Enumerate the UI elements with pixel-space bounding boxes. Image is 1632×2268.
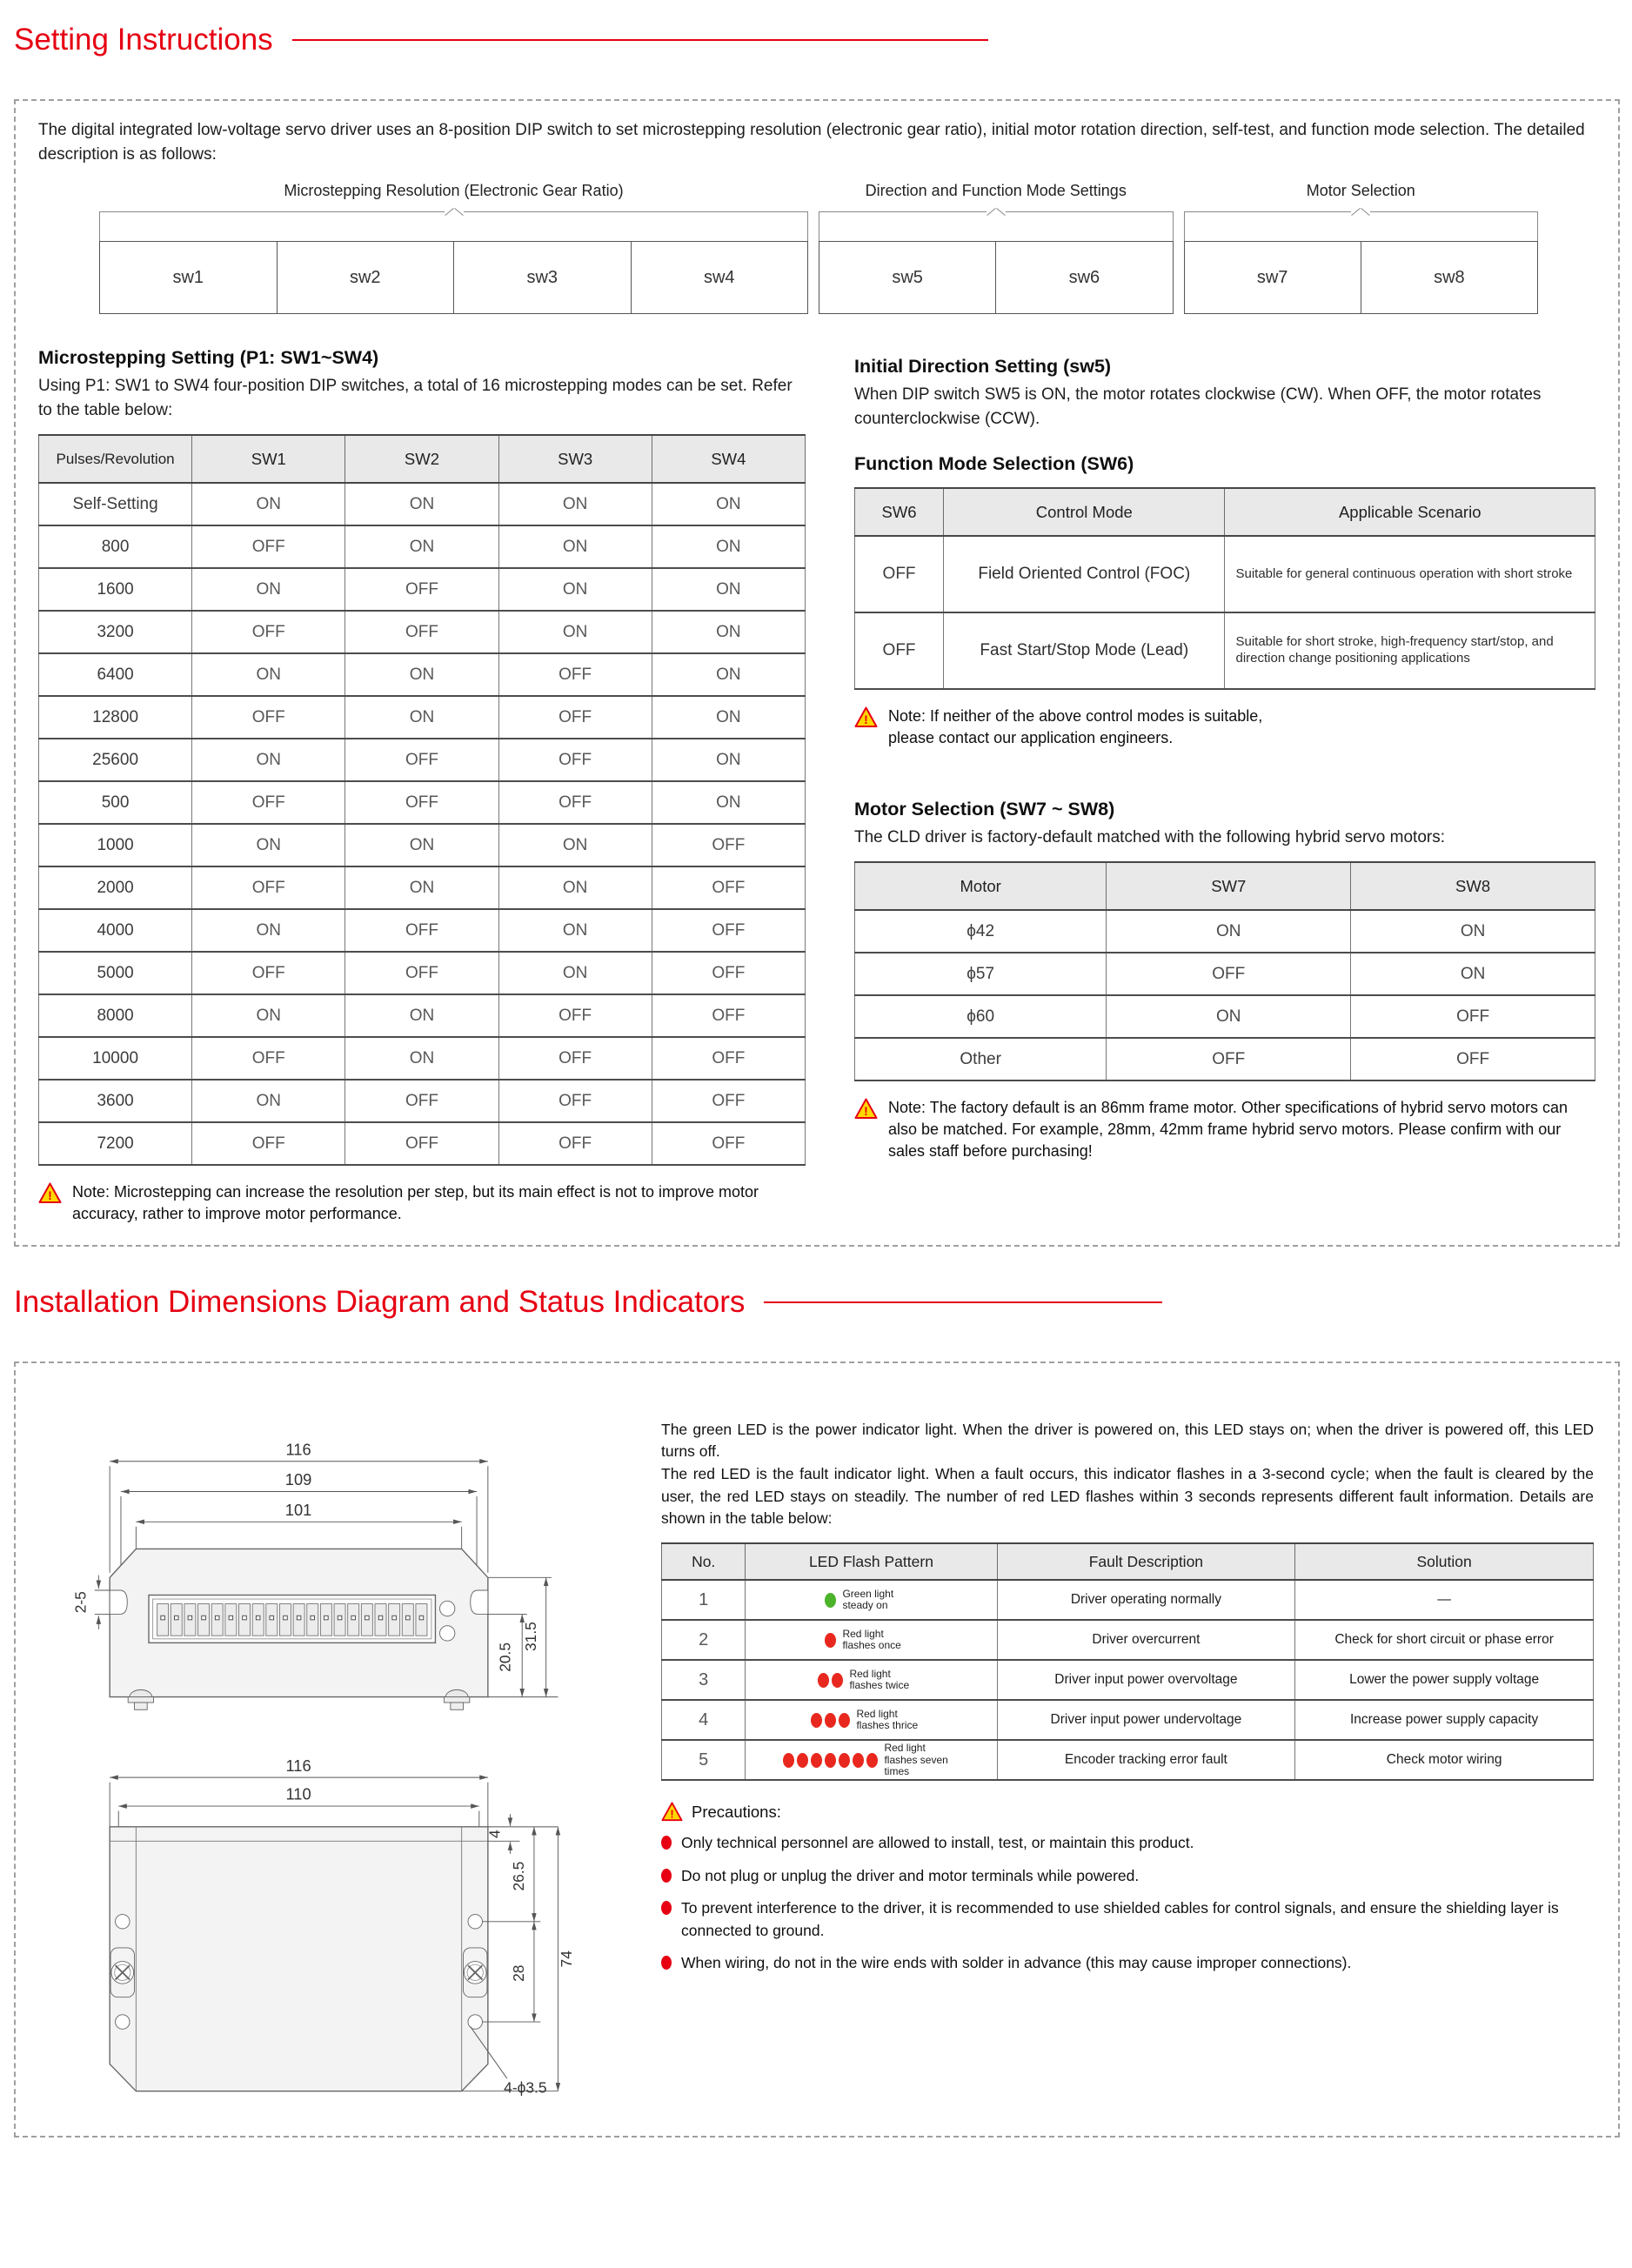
column-header: SW4 bbox=[652, 435, 805, 483]
table-cell: ϕ60 bbox=[855, 995, 1107, 1038]
table-cell: ON bbox=[345, 525, 498, 568]
table-cell: ON bbox=[1107, 910, 1351, 953]
motor-table-host bbox=[854, 861, 1595, 1081]
led-pattern-label: Red light flashes once bbox=[842, 1627, 901, 1652]
table-cell: ON bbox=[652, 568, 805, 611]
function-mode-heading: Function Mode Selection (SW6) bbox=[854, 453, 1134, 475]
led-dot bbox=[825, 1633, 836, 1648]
table-cell: OFF bbox=[652, 866, 805, 909]
table-cell: ϕ42 bbox=[855, 910, 1107, 953]
table-cell: ON bbox=[498, 824, 652, 866]
dim-101: 101 bbox=[284, 1500, 312, 1519]
warning-icon bbox=[661, 1802, 683, 1822]
led-dot bbox=[825, 1593, 836, 1608]
dip-switch-row bbox=[1184, 241, 1539, 314]
table-cell: Other bbox=[855, 1038, 1107, 1080]
table-header-row bbox=[855, 488, 1595, 536]
precaution-text: Do not plug or unplug the driver and motor terminals while powered. bbox=[681, 1866, 1140, 1884]
table-cell: OFF bbox=[652, 1122, 805, 1165]
table-cell: OFF bbox=[498, 1037, 652, 1080]
note-text: Note: If neither of the above control modes is suitable, please contact our application engineers. bbox=[888, 707, 1263, 747]
dip-switch-cell-sw1: sw1 bbox=[172, 267, 204, 287]
table-header-row bbox=[855, 862, 1595, 910]
precaution-text: Only technical personnel are allowed to install, test, or maintain this product. bbox=[681, 1834, 1194, 1852]
table-row bbox=[662, 1740, 1594, 1780]
table-row bbox=[39, 483, 806, 525]
fault-description-cell: Driver input power undervoltage bbox=[997, 1700, 1295, 1740]
dip-switch-cell-sw8: sw8 bbox=[1361, 242, 1537, 313]
fault-number-cell: 2 bbox=[662, 1620, 746, 1660]
dim-74: 74 bbox=[557, 1950, 575, 1968]
microstepping-heading: Microstepping Setting (P1: SW1~SW4) bbox=[38, 347, 379, 369]
dip-groups bbox=[99, 182, 1538, 314]
table-row bbox=[39, 994, 806, 1037]
led-dot bbox=[832, 1673, 843, 1688]
precautions bbox=[661, 1802, 1594, 1974]
fault-description-cell: Driver overcurrent bbox=[997, 1620, 1295, 1660]
table-cell: OFF bbox=[345, 568, 498, 611]
column-header: LED Flash Pattern bbox=[746, 1543, 997, 1580]
precaution-text: To prevent interference to the driver, it is recommended to use shielded cables for control signals, and ensure the shielding layer is connected to ground. bbox=[681, 1899, 1559, 1939]
installation-box bbox=[14, 1361, 1620, 2138]
table-cell: Self-Setting bbox=[39, 483, 192, 525]
table-row bbox=[662, 1580, 1594, 1620]
dim-4: 4 bbox=[485, 1829, 504, 1838]
table-cell: ON bbox=[652, 525, 805, 568]
bullet-icon bbox=[661, 1836, 672, 1850]
led-dot bbox=[811, 1713, 822, 1728]
column-header: SW7 bbox=[1107, 862, 1351, 910]
table-cell: ON bbox=[345, 653, 498, 696]
direction-text: When DIP switch SW5 is ON, the motor rotates clockwise (CW). When OFF, the motor rotates counterclockwise (CCW). bbox=[854, 385, 1542, 428]
table-row bbox=[39, 696, 806, 739]
table-cell: Field Oriented Control (FOC) bbox=[944, 536, 1225, 612]
fault-number-cell: 1 bbox=[662, 1580, 746, 1620]
led-dot bbox=[797, 1753, 808, 1768]
column-header: Applicable Scenario bbox=[1225, 488, 1595, 536]
note-text: Note: The factory default is an 86mm frame motor. Other specifications of hybrid servo motors can also be matched. For example, 28mm, 42mm frame hybrid servo motors. Please confirm with our sales staff before purchasing! bbox=[888, 1099, 1568, 1161]
table-cell: ON bbox=[192, 653, 345, 696]
table-cell: OFF bbox=[1107, 953, 1351, 995]
fault-number-cell: 5 bbox=[662, 1740, 746, 1780]
led-table-host bbox=[661, 1542, 1594, 1781]
table-row bbox=[39, 1080, 806, 1122]
table-cell: OFF bbox=[652, 952, 805, 994]
status-indicator-column bbox=[661, 1381, 1595, 2117]
table-cell: ON bbox=[192, 824, 345, 866]
led-pattern-cell bbox=[746, 1580, 997, 1620]
top-view-drawing bbox=[64, 1750, 590, 2117]
table-cell: OFF bbox=[192, 781, 345, 824]
led-dot bbox=[839, 1753, 850, 1768]
table-row bbox=[662, 1620, 1594, 1660]
warning-icon bbox=[854, 1098, 878, 1120]
table-cell: ON bbox=[498, 866, 652, 909]
table-cell: OFF bbox=[192, 1122, 345, 1165]
note-text: Note: Microstepping can increase the resolution per step, but its main effect is not to improve motor accuracy, rather to improve motor performance. bbox=[72, 1183, 759, 1223]
table-row bbox=[39, 824, 806, 866]
column-header: Solution bbox=[1295, 1543, 1594, 1580]
dip-switch-cell-sw5: sw5 bbox=[892, 267, 923, 287]
table-cell: OFF bbox=[345, 909, 498, 952]
table-cell: OFF bbox=[1351, 995, 1595, 1038]
table-cell: OFF bbox=[498, 1122, 652, 1165]
led-dot bbox=[839, 1713, 850, 1728]
table-cell: ON bbox=[498, 568, 652, 611]
function-mode-table-host bbox=[854, 487, 1595, 690]
column-header: Fault Description bbox=[997, 1543, 1295, 1580]
motor-selection-intro: The CLD driver is factory-default matched with the following hybrid servo motors: bbox=[854, 827, 1445, 846]
table-cell: ON bbox=[192, 739, 345, 781]
table-row bbox=[662, 1700, 1594, 1740]
column-header: No. bbox=[662, 1543, 746, 1580]
table-row bbox=[855, 612, 1595, 689]
led-dot bbox=[811, 1753, 822, 1768]
dip-group-label: Microstepping Resolution (Electronic Gear Ratio) bbox=[284, 182, 624, 200]
dip-diagram bbox=[99, 182, 1538, 314]
table-row bbox=[39, 525, 806, 568]
table-cell: ON bbox=[652, 653, 805, 696]
led-pattern bbox=[749, 1589, 993, 1612]
hole-callout: 4-ϕ3.5 bbox=[504, 2078, 547, 2097]
section2-title: Installation Dimensions Diagram and Status Indicators bbox=[14, 1284, 746, 1319]
table-cell: OFF bbox=[192, 952, 345, 994]
led-pattern-label: Red light flashes twice bbox=[849, 1667, 910, 1692]
table-cell: 1600 bbox=[39, 568, 192, 611]
table-cell: OFF bbox=[192, 696, 345, 739]
title-rule bbox=[292, 39, 988, 41]
table-row bbox=[39, 1037, 806, 1080]
dim-2-5: 2-5 bbox=[71, 1590, 90, 1613]
table-cell: OFF bbox=[498, 781, 652, 824]
table-cell: ON bbox=[192, 909, 345, 952]
mounting-hole bbox=[468, 1914, 482, 1928]
red-led-paragraph: The red LED is the fault indicator light. When a fault occurs, this indicator flashes in a 3-second cycle; when the fault is cleared by the user, the red LED stays on steadily. The number of red LED flashes within 3 seconds represents different fault information. Details are shown in the table below: bbox=[661, 1465, 1594, 1528]
dip-group bbox=[99, 182, 808, 314]
table-cell: ON bbox=[345, 994, 498, 1037]
table-cell: OFF bbox=[498, 1080, 652, 1122]
led-dot bbox=[853, 1753, 864, 1768]
table-cell: OFF bbox=[855, 612, 944, 689]
section1-title: Setting Instructions bbox=[14, 23, 273, 57]
table-cell: OFF bbox=[1351, 1038, 1595, 1080]
section2-heading-row bbox=[14, 1285, 1162, 1320]
front-view-drawing bbox=[64, 1429, 590, 1742]
dim-116: 116 bbox=[285, 1439, 311, 1458]
led-dot bbox=[866, 1753, 878, 1768]
right-settings-column bbox=[854, 347, 1595, 1225]
dim-109: 109 bbox=[284, 1469, 312, 1489]
table-cell: ON bbox=[498, 483, 652, 525]
table-cell: OFF bbox=[652, 909, 805, 952]
table-cell: 7200 bbox=[39, 1122, 192, 1165]
table-cell: ON bbox=[345, 824, 498, 866]
table-cell: 6400 bbox=[39, 653, 192, 696]
table-cell: 3600 bbox=[39, 1080, 192, 1122]
table-cell: 10000 bbox=[39, 1037, 192, 1080]
microstepping-intro: Using P1: SW1 to SW4 four-position DIP switches, a total of 16 microstepping modes can be set. Refer to the table below: bbox=[38, 377, 793, 419]
table-cell: OFF bbox=[345, 952, 498, 994]
table-cell: 2000 bbox=[39, 866, 192, 909]
table-row bbox=[855, 910, 1595, 953]
dim-110: 110 bbox=[285, 1784, 311, 1803]
led-pattern-cell bbox=[746, 1740, 997, 1780]
microstepping-note bbox=[38, 1181, 806, 1225]
table-cell: Fast Start/Stop Mode (Lead) bbox=[944, 612, 1225, 689]
table-cell: OFF bbox=[498, 653, 652, 696]
table-cell: 8000 bbox=[39, 994, 192, 1037]
table-cell: OFF bbox=[498, 994, 652, 1037]
installation-columns bbox=[38, 1381, 1595, 2117]
led-dot bbox=[818, 1673, 829, 1688]
table-row bbox=[39, 781, 806, 824]
motor-selection-table bbox=[854, 861, 1595, 1081]
column-header: Pulses/Revolution bbox=[39, 435, 192, 483]
table-cell: OFF bbox=[1107, 1038, 1351, 1080]
green-led-paragraph: The green LED is the power indicator light. When the driver is powered on, this LED stays on; when the driver is powered off, this LED turns off. bbox=[661, 1420, 1594, 1461]
fault-description-cell: Encoder tracking error fault bbox=[997, 1740, 1295, 1780]
table-cell: ON bbox=[1107, 995, 1351, 1038]
table-row bbox=[39, 653, 806, 696]
table-cell: ON bbox=[345, 1037, 498, 1080]
precaution-item bbox=[661, 1952, 1594, 1974]
table-cell: Suitable for short stroke, high-frequency start/stop, and direction change positioning applications bbox=[1225, 612, 1595, 689]
dip-switch-row bbox=[99, 241, 808, 314]
table-row bbox=[855, 536, 1595, 612]
table-cell: OFF bbox=[652, 1080, 805, 1122]
table-cell: ON bbox=[652, 781, 805, 824]
table-cell: OFF bbox=[652, 824, 805, 866]
table-cell: ON bbox=[192, 994, 345, 1037]
table-cell: ON bbox=[192, 1080, 345, 1122]
column-header: SW8 bbox=[1351, 862, 1595, 910]
dip-switch-row bbox=[819, 241, 1174, 314]
led-pattern-cell bbox=[746, 1620, 997, 1660]
table-cell: OFF bbox=[345, 1080, 498, 1122]
dim-20-5: 20.5 bbox=[496, 1642, 514, 1672]
dim-28: 28 bbox=[510, 1964, 528, 1982]
table-cell: OFF bbox=[192, 525, 345, 568]
table-cell: ϕ57 bbox=[855, 953, 1107, 995]
table-cell: ON bbox=[498, 952, 652, 994]
dip-switch-cell-sw7: sw7 bbox=[1256, 267, 1288, 287]
bracket-caret bbox=[1351, 206, 1370, 217]
table-cell: OFF bbox=[192, 866, 345, 909]
intro-paragraph: The digital integrated low-voltage servo driver uses an 8-position DIP switch to set microstepping resolution (electronic gear ratio), initial motor rotation direction, self-test, and function mode selection. The detailed description is as follows: bbox=[38, 121, 1585, 164]
led-pattern-label: Green light steady on bbox=[842, 1587, 894, 1612]
table-row bbox=[39, 952, 806, 994]
table-cell: 25600 bbox=[39, 739, 192, 781]
table-cell: ON bbox=[345, 696, 498, 739]
led-dot bbox=[825, 1753, 836, 1768]
direction-heading: Initial Direction Setting (sw5) bbox=[854, 356, 1112, 378]
table-cell: ON bbox=[652, 483, 805, 525]
table-cell: OFF bbox=[345, 611, 498, 653]
bullet-icon bbox=[661, 1869, 672, 1883]
precautions-heading: Precautions: bbox=[692, 1802, 781, 1821]
function-mode-table bbox=[854, 487, 1595, 690]
title-rule bbox=[764, 1301, 1162, 1303]
microstepping-table bbox=[38, 434, 806, 1166]
led-pattern-cell bbox=[746, 1700, 997, 1740]
table-cell: ON bbox=[345, 483, 498, 525]
dip-switch-cell-sw3: sw3 bbox=[453, 242, 631, 313]
table-header-row bbox=[662, 1543, 1594, 1580]
led-pattern-label: Red light flashes seven times bbox=[884, 1742, 948, 1778]
table-cell: ON bbox=[498, 611, 652, 653]
table-cell: 800 bbox=[39, 525, 192, 568]
svg-text:!: ! bbox=[670, 1807, 674, 1821]
motor-selection-note bbox=[854, 1097, 1595, 1163]
table-cell: OFF bbox=[192, 611, 345, 653]
table-cell: 3200 bbox=[39, 611, 192, 653]
dip-group-label: Direction and Function Mode Settings bbox=[865, 182, 1127, 200]
table-cell: OFF bbox=[498, 696, 652, 739]
green-led bbox=[439, 1601, 454, 1616]
table-cell: ON bbox=[652, 696, 805, 739]
dip-bracket bbox=[1184, 211, 1539, 241]
led-dot bbox=[825, 1713, 836, 1728]
table-cell: 1000 bbox=[39, 824, 192, 866]
column-header: Control Mode bbox=[944, 488, 1225, 536]
mounting-hole bbox=[116, 1914, 130, 1928]
table-row bbox=[39, 568, 806, 611]
red-led bbox=[439, 1625, 454, 1640]
table-row bbox=[855, 953, 1595, 995]
mounting-hole bbox=[116, 2014, 130, 2028]
table-cell: OFF bbox=[498, 739, 652, 781]
dip-group-label: Motor Selection bbox=[1306, 182, 1415, 200]
table-cell: 12800 bbox=[39, 696, 192, 739]
precaution-item bbox=[661, 1897, 1594, 1942]
led-pattern bbox=[749, 1709, 993, 1732]
table-cell: OFF bbox=[855, 536, 944, 612]
led-pattern-cell bbox=[746, 1660, 997, 1700]
dip-switch-cell-sw2: sw2 bbox=[277, 242, 454, 313]
bullet-icon bbox=[661, 1956, 672, 1970]
table-cell: ON bbox=[652, 611, 805, 653]
svg-text:!: ! bbox=[864, 1104, 868, 1119]
column-header: SW1 bbox=[192, 435, 345, 483]
motor-selection-heading: Motor Selection (SW7 ~ SW8) bbox=[854, 798, 1115, 820]
table-row bbox=[662, 1660, 1594, 1700]
table-cell: ON bbox=[192, 483, 345, 525]
dip-group bbox=[1184, 182, 1539, 314]
table-cell: OFF bbox=[345, 739, 498, 781]
precautions-heading-row bbox=[661, 1802, 1594, 1822]
svg-text:!: ! bbox=[864, 713, 868, 727]
microstepping-column bbox=[38, 347, 806, 1225]
table-row bbox=[39, 866, 806, 909]
table-cell: ON bbox=[1351, 910, 1595, 953]
dip-switch-cell-sw6: sw6 bbox=[995, 242, 1172, 313]
function-mode-note bbox=[854, 706, 1595, 749]
table-cell: OFF bbox=[192, 1037, 345, 1080]
setting-columns bbox=[38, 347, 1595, 1225]
fault-description-cell: Driver input power overvoltage bbox=[997, 1660, 1295, 1700]
bracket-caret bbox=[987, 206, 1006, 217]
precaution-item bbox=[661, 1832, 1594, 1854]
led-pattern-label: Red light flashes thrice bbox=[856, 1707, 919, 1732]
warning-icon bbox=[38, 1182, 62, 1204]
led-pattern bbox=[749, 1669, 993, 1692]
precaution-items bbox=[661, 1832, 1594, 1974]
solution-cell: Lower the power supply voltage bbox=[1295, 1660, 1594, 1700]
led-dot bbox=[783, 1753, 794, 1768]
table-cell: ON bbox=[498, 909, 652, 952]
column-header: SW6 bbox=[855, 488, 944, 536]
table-row bbox=[39, 1122, 806, 1165]
led-status-table bbox=[661, 1542, 1594, 1781]
dim-116b: 116 bbox=[285, 1756, 311, 1775]
table-cell: OFF bbox=[345, 1122, 498, 1165]
table-row bbox=[39, 611, 806, 653]
table-cell: 5000 bbox=[39, 952, 192, 994]
table-header-row bbox=[39, 435, 806, 483]
led-pattern bbox=[749, 1743, 993, 1777]
precaution-item bbox=[661, 1865, 1594, 1887]
bracket-caret bbox=[445, 206, 464, 217]
solution-cell: Check motor wiring bbox=[1295, 1740, 1594, 1780]
table-cell: OFF bbox=[345, 781, 498, 824]
dip-switch-cell-sw4: sw4 bbox=[631, 242, 808, 313]
fault-number-cell: 3 bbox=[662, 1660, 746, 1700]
table-cell: OFF bbox=[652, 1037, 805, 1080]
svg-text:!: ! bbox=[48, 1188, 52, 1203]
warning-icon bbox=[854, 706, 878, 728]
table-row bbox=[39, 739, 806, 781]
table-row bbox=[39, 909, 806, 952]
column-header: SW2 bbox=[345, 435, 498, 483]
setting-instructions-box bbox=[14, 99, 1620, 1247]
fault-number-cell: 4 bbox=[662, 1700, 746, 1740]
solution-cell: — bbox=[1295, 1580, 1594, 1620]
driver-top-body bbox=[110, 1826, 488, 2091]
table-row bbox=[855, 1038, 1595, 1080]
table-cell: ON bbox=[652, 739, 805, 781]
column-header: SW3 bbox=[498, 435, 652, 483]
led-pattern bbox=[749, 1629, 993, 1652]
fault-description-cell: Driver operating normally bbox=[997, 1580, 1295, 1620]
microstepping-table-host bbox=[38, 434, 806, 1166]
table-cell: ON bbox=[345, 866, 498, 909]
section1-heading-row bbox=[14, 23, 988, 57]
table-cell: Suitable for general continuous operation with short stroke bbox=[1225, 536, 1595, 612]
table-cell: OFF bbox=[652, 994, 805, 1037]
table-cell: 4000 bbox=[39, 909, 192, 952]
table-row bbox=[855, 995, 1595, 1038]
column-header: Motor bbox=[855, 862, 1107, 910]
dim-26-5: 26.5 bbox=[510, 1861, 528, 1891]
dimension-drawings bbox=[38, 1381, 623, 2117]
solution-cell: Increase power supply capacity bbox=[1295, 1700, 1594, 1740]
dip-bracket bbox=[819, 211, 1174, 241]
table-cell: ON bbox=[192, 568, 345, 611]
solution-cell: Check for short circuit or phase error bbox=[1295, 1620, 1594, 1660]
table-cell: ON bbox=[1351, 953, 1595, 995]
precaution-text: When wiring, do not in the wire ends with solder in advance (this may cause improper connections). bbox=[681, 1953, 1352, 1971]
dip-group bbox=[819, 182, 1174, 314]
table-cell: 500 bbox=[39, 781, 192, 824]
dip-bracket bbox=[99, 211, 808, 241]
dim-31-5: 31.5 bbox=[521, 1621, 539, 1651]
table-cell: ON bbox=[498, 525, 652, 568]
bullet-icon bbox=[661, 1901, 672, 1915]
